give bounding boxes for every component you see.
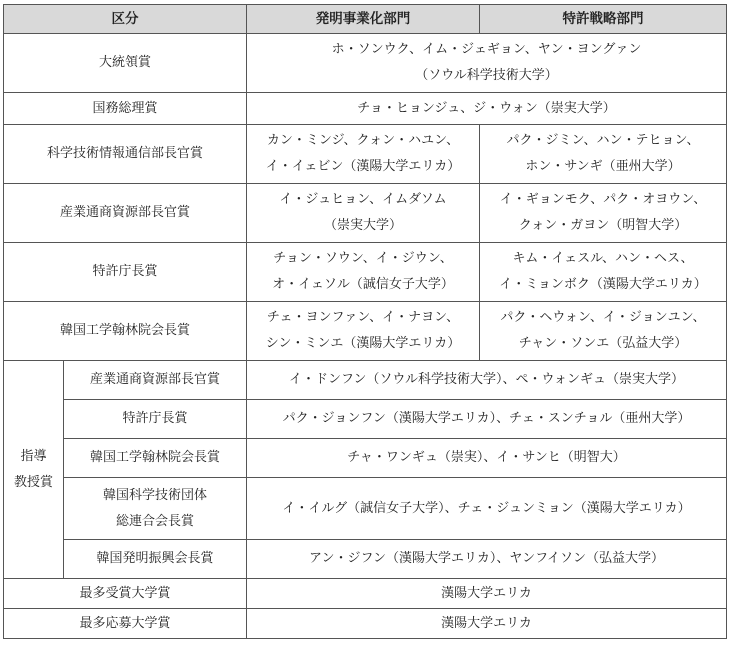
table-row-kiat-prize (4, 302, 727, 361)
award-label-most-entries: 最多応募大学賞 (4, 609, 247, 639)
table-row-advisor-4 (4, 478, 727, 540)
winners-line: チェ・ヨンファン、イ・ナヨン、 (266, 310, 460, 325)
table-row-advisor-2 (4, 400, 727, 439)
winners-line: チョン・ソウン、イ・ジウン、 (273, 251, 453, 266)
advisor-award-winners: イ・ドンフン（ソウル科学技術大学）、ペ・ウォンギュ（崇実大学） (247, 361, 727, 400)
advisor-award-winners: アン・ジフン（漢陽大学エリカ）、ヤンフイソン（弘益大学） (247, 540, 727, 579)
header-dept-patent: 特許戦略部門 (480, 5, 727, 34)
table-row-kipo-prize (4, 243, 727, 302)
winners-line: ホン・サンギ（亜州大学） (525, 159, 681, 174)
header-category: 区分 (4, 5, 247, 34)
table-row-pm-prize (4, 93, 727, 125)
winners-line: イ・ジュヒョン、イムダソム (279, 192, 447, 207)
winners-line: チャン・ソンエ（弘益大学） (518, 336, 688, 351)
advisor-label-line2: 教授賞 (13, 474, 53, 490)
winners-line: （崇実大学） (323, 218, 402, 233)
winners-kipo-invention (247, 243, 480, 302)
table-row-grand-prize (4, 34, 727, 93)
winner-most-awards: 漢陽大学エリカ (247, 579, 727, 609)
award-label-grand: 大統領賞 (4, 34, 247, 93)
table-row-advisor-1 (4, 361, 727, 400)
advisor-award-label: 産業通商資源部長官賞 (64, 361, 247, 400)
winners-kiat-patent (480, 302, 727, 361)
award-label-msit: 科学技術情報通信部長官賞 (4, 125, 247, 184)
advisor-award-label: 韓国発明振興会長賞 (64, 540, 247, 579)
award-label-most-awards: 最多受賞大学賞 (4, 579, 247, 609)
winners-motie-invention (247, 184, 480, 243)
table-row-advisor-3 (4, 439, 727, 478)
winners-line: オ・イェソル（誠信女子大学） (272, 277, 454, 292)
winners-line: イ・ギョンモク、パク・オヨウン、 (499, 192, 707, 207)
advisor-label-line1: 指導 (20, 448, 47, 464)
advisor-group-label (4, 361, 64, 579)
table-row-most-awards (4, 579, 727, 609)
winners-line: クォン・ガヨン（明智大学） (518, 218, 688, 233)
winners-grand (247, 34, 727, 93)
award-label-kipo: 特許庁長賞 (4, 243, 247, 302)
advisor-award-label-line1: 韓国科学技術団体 (102, 487, 207, 503)
winners-msit-patent (480, 125, 727, 184)
advisor-award-label-line2: 総連合会長賞 (115, 513, 194, 529)
winners-line: カン・ミンジ、クォン・ハユン、 (266, 133, 460, 148)
winners-motie-patent (480, 184, 727, 243)
winners-grand-line2: （ソウル科学技術大学） (415, 68, 558, 83)
winners-line: パク・ジミン、ハン・テヒョン、 (506, 133, 700, 148)
award-label-kiat: 韓国工学翰林院会長賞 (4, 302, 247, 361)
advisor-award-winners: チャ・ワンギュ（崇実）、イ・サンヒ（明智大） (247, 439, 727, 478)
header-dept-invention: 発明事業化部門 (247, 5, 480, 34)
winner-most-entries: 漢陽大学エリカ (247, 609, 727, 639)
advisor-award-winners: イ・イルグ（誠信女子大学）、チェ・ジュンミョン（漢陽大学エリカ） (247, 478, 727, 540)
winners-msit-invention (247, 125, 480, 184)
table-header-row (4, 5, 727, 34)
table-row-advisor-5 (4, 540, 727, 579)
winners-line: イ・イェビン（漢陽大学エリカ） (265, 159, 461, 174)
advisor-award-label: 韓国工学翰林院会長賞 (64, 439, 247, 478)
award-label-pm: 国務総理賞 (4, 93, 247, 125)
table-row-most-entries (4, 609, 727, 639)
winners-line: イ・ミョンボク（漢陽大学エリカ） (499, 277, 707, 292)
winners-grand-line1: ホ・ソンウク、イム・ジェギョン、ヤン・ヨングァン (331, 42, 642, 57)
advisor-award-label (64, 478, 247, 540)
award-label-motie: 産業通商資源部長官賞 (4, 184, 247, 243)
table-row-motie-prize (4, 184, 727, 243)
winners-kiat-invention (247, 302, 480, 361)
winners-pm: チョ・ヒョンジュ、ジ・ウォン（崇実大学） (247, 93, 727, 125)
winners-line: シン・ミンエ（漢陽大学エリカ） (265, 336, 461, 351)
winners-line: キム・イェスル、ハン・ヘス、 (512, 251, 694, 266)
winners-kipo-patent (480, 243, 727, 302)
table-row-msit-prize (4, 125, 727, 184)
award-results-table (3, 4, 727, 639)
winners-line: パク・ヘウォン、イ・ジョンユン、 (500, 310, 706, 325)
advisor-award-winners: パク・ジョンフン（漢陽大学エリカ）、チェ・スンチョル（亜州大学） (247, 400, 727, 439)
advisor-award-label: 特許庁長賞 (64, 400, 247, 439)
